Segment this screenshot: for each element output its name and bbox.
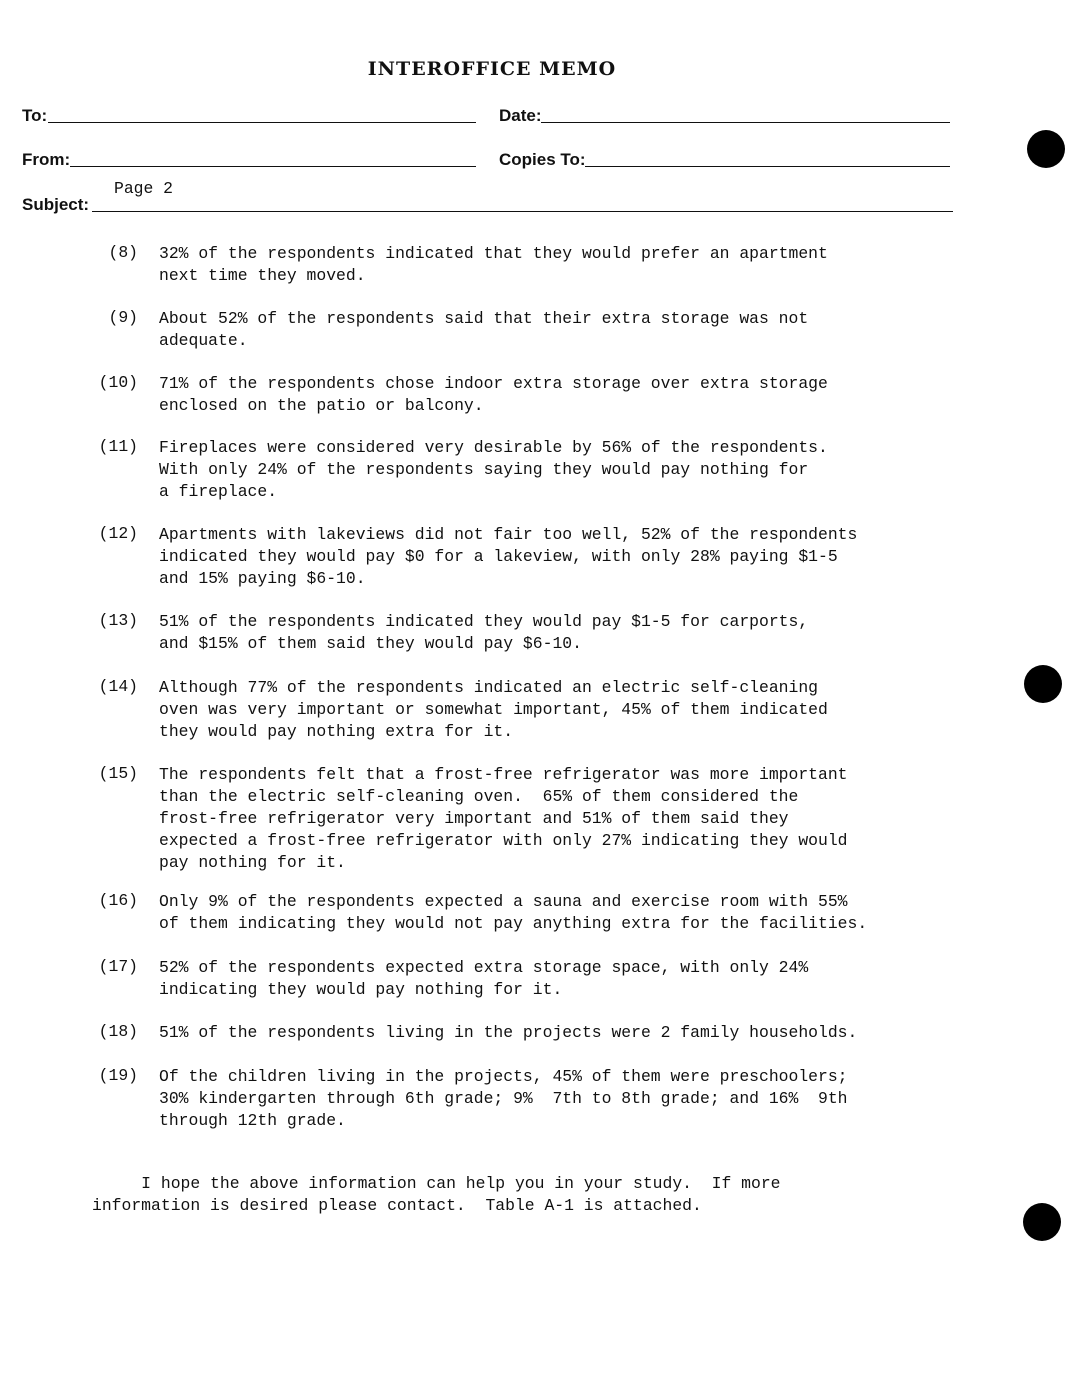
item-number: (18)	[98, 1022, 138, 1041]
closing-paragraph: I hope the above information can help you in your study. If more information is desired please contact. Table A-1 is attached.	[92, 1174, 781, 1215]
item-text: Fireplaces were considered very desirable by 56% of the respondents. With only 24% of the respondents saying they would pay nothing for a fireplace.	[159, 438, 828, 501]
item-text: 52% of the respondents expected extra storage space, with only 24% indicating they would pay nothing for it.	[159, 958, 809, 999]
item-text: About 52% of the respondents said that their extra storage was not adequate.	[159, 309, 809, 350]
item-text: 32% of the respondents indicated that they would prefer an apartment next time they moved.	[159, 244, 828, 285]
item-number: (14)	[98, 677, 138, 696]
item-number: (12)	[98, 524, 138, 543]
date-label: Date:	[499, 106, 542, 125]
item-number: (13)	[98, 611, 138, 630]
from-field-line	[70, 166, 476, 167]
binder-hole-icon	[1024, 665, 1062, 703]
to-label: To:	[22, 106, 48, 125]
item-number: (9)	[108, 308, 138, 327]
item-text: Although 77% of the respondents indicated an electric self-cleaning oven was very important or somewhat important, 45% of them indicated they would pay nothing extra for it.	[159, 678, 828, 741]
subject-field-line	[92, 211, 953, 212]
copies-to-label: Copies To:	[499, 150, 586, 169]
memo-title: INTEROFFICE MEMO	[367, 58, 617, 80]
item-text: The respondents felt that a frost-free refrigerator was more important than the electric self-cleaning oven. 65% of them considered the frost-free refrigerator very important and 51% of them said they expected a frost-free refrigerator with only 27% indicating they would pay nothing for it.	[159, 765, 848, 872]
item-number: (15)	[98, 764, 138, 783]
item-number: (8)	[108, 243, 138, 262]
date-field-line	[541, 122, 950, 123]
subject-label: Subject:	[22, 195, 90, 214]
item-number: (16)	[98, 891, 138, 910]
from-label: From:	[22, 150, 71, 169]
binder-hole-icon	[1023, 1203, 1061, 1241]
item-number: (19)	[98, 1066, 138, 1085]
item-text: 71% of the respondents chose indoor extra storage over extra storage enclosed on the patio or balcony.	[159, 374, 828, 415]
item-text: Apartments with lakeviews did not fair too well, 52% of the respondents indicated they would pay $0 for a lakeview, with only 28% paying $1-5 and 15% paying $6-10.	[159, 525, 858, 588]
item-text: Of the children living in the projects, 45% of them were preschoolers; 30% kindergarten through 6th grade; 9% 7th to 8th grade; and 16% 9th through 12th grade.	[159, 1067, 848, 1130]
item-text: 51% of the respondents living in the projects were 2 family households.	[159, 1023, 858, 1042]
to-field-line	[48, 122, 476, 123]
item-text: Only 9% of the respondents expected a sauna and exercise room with 55% of them indicating they would not pay anything extra for the facilities.	[159, 892, 868, 933]
subject-value: Page 2	[114, 179, 174, 198]
copies-to-field-line	[585, 166, 950, 167]
item-number: (11)	[98, 437, 138, 456]
item-number: (10)	[98, 373, 138, 392]
item-text: 51% of the respondents indicated they would pay $1-5 for carports, and $15% of them said they would pay $6-10.	[159, 612, 809, 653]
binder-hole-icon	[1027, 130, 1065, 168]
item-number: (17)	[98, 957, 138, 976]
